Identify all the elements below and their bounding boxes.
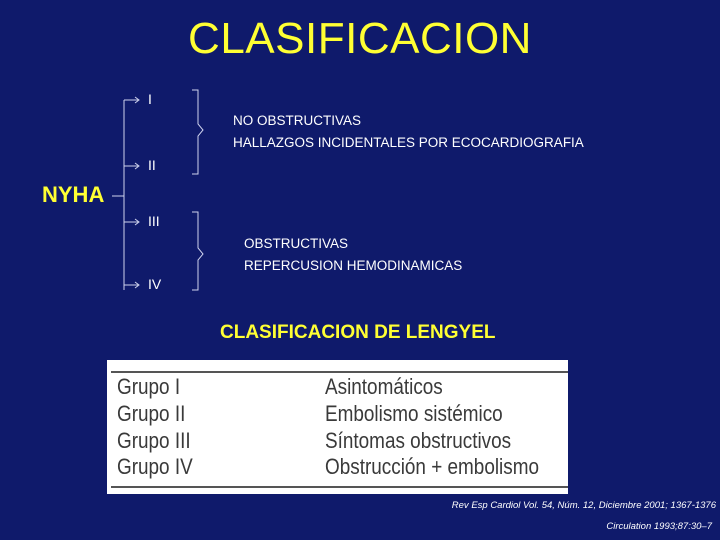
lengyel-subtitle: CLASIFICACION DE LENGYEL (220, 322, 496, 343)
class-ii: II (148, 157, 156, 173)
reference-1: Rev Esp Cardiol Vol. 54, Núm. 12, Diciembre 2001; 1367-1376 (451, 500, 716, 511)
group-cell: Grupo III (117, 428, 191, 453)
group-cell: Grupo I (117, 374, 181, 399)
slide-title: CLASIFICACION (188, 14, 532, 63)
class-iv: IV (148, 276, 162, 292)
group-cell: Grupo II (117, 401, 186, 426)
group-cell: Grupo IV (117, 454, 193, 479)
description-cell: Obstrucción + embolismo (325, 454, 539, 479)
group1-line-2: HALLAZGOS INCIDENTALES POR ECOCARDIOGRAFIA (233, 135, 584, 150)
description-cell: Síntomas obstructivos (325, 428, 512, 453)
table-top-rule (111, 371, 568, 373)
table-bottom-rule (111, 486, 568, 488)
group2-line-1: OBSTRUCTIVAS (244, 236, 349, 251)
reference-2: Circulation 1993;87:30–7 (606, 521, 712, 532)
group2-description (244, 233, 462, 277)
class-iii: III (148, 213, 160, 229)
group1-description (233, 110, 584, 154)
group1-line-1: NO OBSTRUCTIVAS (233, 113, 362, 128)
group2-line-2: REPERCUSION HEMODINAMICAS (244, 258, 463, 273)
description-cell: Embolismo sistémico (325, 401, 503, 426)
description-cell: Asintomáticos (325, 374, 443, 399)
lengyel-table (107, 360, 568, 494)
class-i: I (148, 91, 152, 107)
nyha-label: NYHA (42, 182, 105, 207)
